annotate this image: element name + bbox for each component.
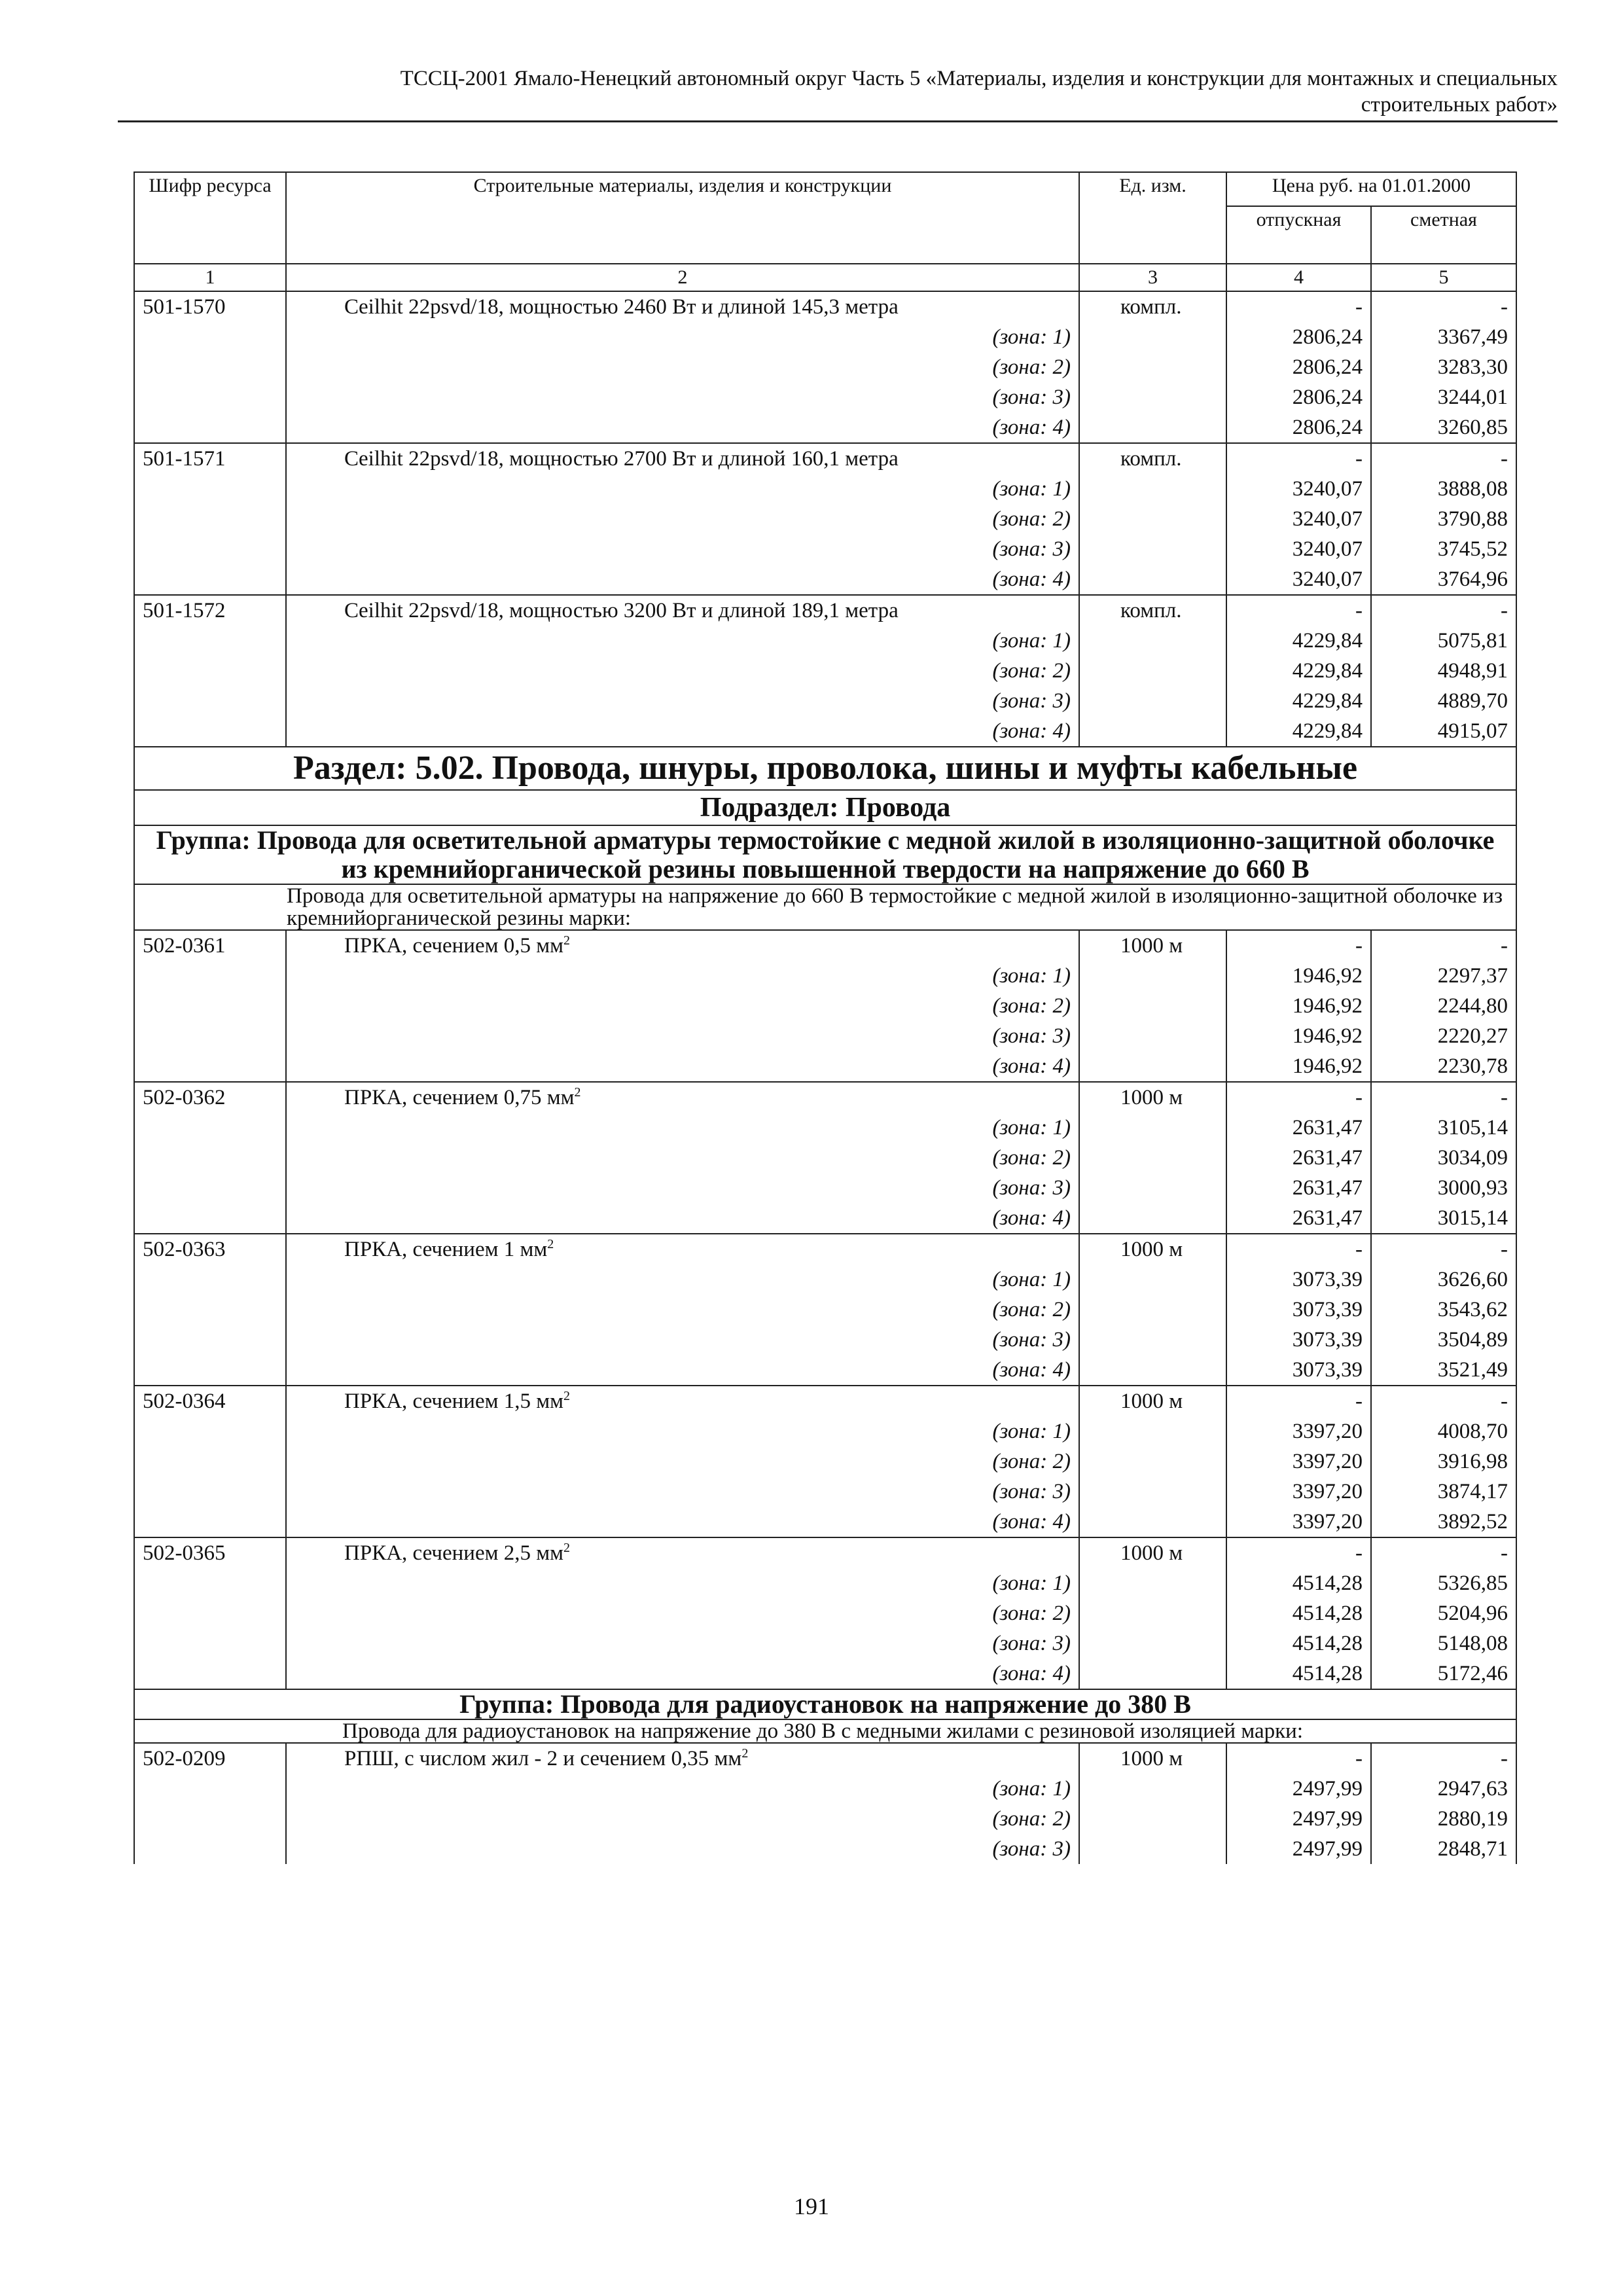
material-name [286, 1743, 1079, 1774]
release-price: 3240,07 [1226, 534, 1371, 564]
header-unit: Ед. изм. [1079, 172, 1226, 264]
column-number: 5 [1371, 264, 1516, 291]
estimate-price: 3874,17 [1371, 1477, 1516, 1507]
price-table [134, 171, 1517, 1864]
release-price: 2631,47 [1226, 1113, 1371, 1143]
zone-row [134, 1834, 1516, 1864]
unit: 1000 м [1079, 1537, 1226, 1689]
zone-row [134, 626, 1516, 656]
zone-label: (зона: 3) [286, 534, 1079, 564]
zone-label: (зона: 4) [286, 412, 1079, 443]
zone-label: (зона: 2) [286, 504, 1079, 534]
material-name-text: РПШ, с числом жил - 2 и сечением 0,35 мм [344, 1747, 742, 1770]
zone-row [134, 656, 1516, 686]
zone-row [134, 1113, 1516, 1143]
zone-row [134, 1568, 1516, 1598]
estimate-price-empty: - [1371, 930, 1516, 961]
material-name-text: Ceilhit 22psvd/18, мощностью 2460 Вт и длиной 145,3 метра [344, 295, 899, 319]
group-description: Провода для радиоустановок на напряжение до 380 В с медными жилами с резиновой изоляцией марки: [134, 1719, 1516, 1743]
zone-row [134, 1143, 1516, 1173]
resource-code: 502-0365 [134, 1537, 286, 1689]
zone-row [134, 1774, 1516, 1804]
group-description: Провода для осветительной арматуры на напряжение до 660 В термостойкие с медной жилой в изоляционно-защитной оболочке из кремнийорганической резины марки: [134, 884, 1516, 930]
estimate-price: 4889,70 [1371, 686, 1516, 716]
release-price: 4229,84 [1226, 686, 1371, 716]
zone-label: (зона: 2) [286, 1446, 1079, 1477]
release-price: 2806,24 [1226, 382, 1371, 412]
zone-label: (зона: 3) [286, 686, 1079, 716]
zone-row [134, 1507, 1516, 1537]
zone-label: (зона: 4) [286, 1355, 1079, 1386]
zone-row [134, 352, 1516, 382]
zone-label: (зона: 1) [286, 1113, 1079, 1143]
release-price: 1946,92 [1226, 961, 1371, 991]
zone-label: (зона: 1) [286, 1774, 1079, 1804]
table-row [134, 1082, 1516, 1113]
unit-superscript: 2 [563, 1541, 571, 1555]
group-description-row [134, 884, 1516, 930]
running-header [118, 65, 1558, 118]
release-price-empty: - [1226, 1082, 1371, 1113]
estimate-price: 3000,93 [1371, 1173, 1516, 1203]
material-name [286, 1386, 1079, 1416]
release-price: 2497,99 [1226, 1774, 1371, 1804]
zone-label: (зона: 2) [286, 656, 1079, 686]
zone-row [134, 474, 1516, 504]
header-price-group: Цена руб. на 01.01.2000 [1226, 172, 1516, 206]
release-price-empty: - [1226, 1386, 1371, 1416]
zone-label: (зона: 1) [286, 474, 1079, 504]
unit-superscript: 2 [563, 933, 571, 948]
material-name [286, 1082, 1079, 1113]
release-price-empty: - [1226, 443, 1371, 474]
estimate-price: 4948,91 [1371, 656, 1516, 686]
estimate-price: 3105,14 [1371, 1113, 1516, 1143]
zone-row [134, 1804, 1516, 1834]
release-price: 1946,92 [1226, 1051, 1371, 1082]
table-row [134, 1234, 1516, 1265]
unit: 1000 м [1079, 1386, 1226, 1537]
zone-label: (зона: 2) [286, 1143, 1079, 1173]
estimate-price-empty: - [1371, 1082, 1516, 1113]
release-price: 3240,07 [1226, 474, 1371, 504]
release-price: 4229,84 [1226, 626, 1371, 656]
header-release-price: отпускная [1226, 206, 1371, 264]
zone-row [134, 1598, 1516, 1628]
release-price: 1946,92 [1226, 1021, 1371, 1051]
estimate-price-empty: - [1371, 1743, 1516, 1774]
running-header-line-1: ТССЦ-2001 Ямало-Ненецкий автономный округ Часть 5 «Материалы, изделия и конструкции для монтажных и специальных [400, 67, 1558, 90]
estimate-price: 3244,01 [1371, 382, 1516, 412]
zone-label: (зона: 3) [286, 1173, 1079, 1203]
zone-row [134, 1628, 1516, 1659]
table-row [134, 443, 1516, 474]
zone-row [134, 412, 1516, 443]
material-name [286, 1537, 1079, 1568]
table-row [134, 930, 1516, 961]
section-title: Раздел: 5.02. Провода, шнуры, проволока, шины и муфты кабельные [134, 747, 1516, 790]
unit: 1000 м [1079, 1743, 1226, 1864]
release-price: 2631,47 [1226, 1203, 1371, 1234]
zone-label: (зона: 3) [286, 1834, 1079, 1864]
zone-label: (зона: 2) [286, 991, 1079, 1021]
material-name-text: Ceilhit 22psvd/18, мощностью 3200 Вт и длиной 189,1 метра [344, 599, 899, 622]
material-name [286, 930, 1079, 961]
zone-row [134, 1355, 1516, 1386]
zone-label: (зона: 1) [286, 1416, 1079, 1446]
group-description-row [134, 1719, 1516, 1743]
zone-label: (зона: 3) [286, 1325, 1079, 1355]
estimate-price-empty: - [1371, 443, 1516, 474]
estimate-price: 2244,80 [1371, 991, 1516, 1021]
subsection-title-row [134, 790, 1516, 825]
estimate-price: 3504,89 [1371, 1325, 1516, 1355]
zone-label: (зона: 4) [286, 564, 1079, 595]
estimate-price: 3015,14 [1371, 1203, 1516, 1234]
estimate-price: 2220,27 [1371, 1021, 1516, 1051]
release-price: 3240,07 [1226, 564, 1371, 595]
release-price: 2631,47 [1226, 1173, 1371, 1203]
estimate-price: 3283,30 [1371, 352, 1516, 382]
zone-label: (зона: 4) [286, 1051, 1079, 1082]
release-price-empty: - [1226, 1743, 1371, 1774]
release-price: 2806,24 [1226, 352, 1371, 382]
unit-superscript: 2 [547, 1237, 554, 1251]
resource-code: 502-0361 [134, 930, 286, 1082]
estimate-price-empty: - [1371, 1386, 1516, 1416]
table-header-row [134, 172, 1516, 206]
release-price: 2497,99 [1226, 1804, 1371, 1834]
estimate-price-empty: - [1371, 1234, 1516, 1265]
zone-label: (зона: 1) [286, 626, 1079, 656]
release-price: 4229,84 [1226, 656, 1371, 686]
release-price: 3397,20 [1226, 1416, 1371, 1446]
header-materials: Строительные материалы, изделия и конструкции [286, 172, 1079, 264]
zone-label: (зона: 3) [286, 1628, 1079, 1659]
header-divider [118, 120, 1558, 122]
zone-label: (зона: 2) [286, 1598, 1079, 1628]
zone-row [134, 961, 1516, 991]
release-price-empty: - [1226, 1234, 1371, 1265]
zone-row [134, 1051, 1516, 1082]
group-title: Группа: Провода для осветительной арматуры термостойкие с медной жилой в изоляционно-защитной оболочке из кремнийорганической резины повышенной твердости на напряжение до 660 В [134, 825, 1516, 884]
estimate-price: 3626,60 [1371, 1265, 1516, 1295]
zone-row [134, 1325, 1516, 1355]
release-price: 3073,39 [1226, 1265, 1371, 1295]
estimate-price: 3521,49 [1371, 1355, 1516, 1386]
unit: 1000 м [1079, 1234, 1226, 1386]
release-price-empty: - [1226, 930, 1371, 961]
zone-label: (зона: 1) [286, 1265, 1079, 1295]
estimate-price: 4008,70 [1371, 1416, 1516, 1446]
unit-superscript: 2 [563, 1389, 571, 1403]
zone-label: (зона: 3) [286, 382, 1079, 412]
column-numbers-row [134, 264, 1516, 291]
material-name-text: ПРКА, сечением 0,5 мм [344, 934, 564, 958]
table-row [134, 1537, 1516, 1568]
header-code: Шифр ресурса [134, 172, 286, 264]
estimate-price: 2848,71 [1371, 1834, 1516, 1864]
estimate-price: 3764,96 [1371, 564, 1516, 595]
release-price: 4229,84 [1226, 716, 1371, 747]
release-price: 3240,07 [1226, 504, 1371, 534]
zone-row [134, 716, 1516, 747]
release-price: 3397,20 [1226, 1507, 1371, 1537]
material-name [286, 291, 1079, 322]
estimate-price-empty: - [1371, 1537, 1516, 1568]
column-number: 3 [1079, 264, 1226, 291]
release-price: 4514,28 [1226, 1598, 1371, 1628]
zone-row [134, 1021, 1516, 1051]
unit-superscript: 2 [741, 1746, 749, 1761]
zone-row [134, 382, 1516, 412]
release-price: 1946,92 [1226, 991, 1371, 1021]
table-row [134, 1743, 1516, 1774]
estimate-price: 3543,62 [1371, 1295, 1516, 1325]
header-estimate-price: сметная [1371, 206, 1516, 264]
estimate-price: 2947,63 [1371, 1774, 1516, 1804]
estimate-price: 3034,09 [1371, 1143, 1516, 1173]
zone-row [134, 534, 1516, 564]
estimate-price: 5075,81 [1371, 626, 1516, 656]
estimate-price: 3790,88 [1371, 504, 1516, 534]
unit-superscript: 2 [574, 1085, 581, 1100]
subsection-title: Подраздел: Провода [134, 790, 1516, 825]
zone-label: (зона: 4) [286, 1203, 1079, 1234]
release-price: 2497,99 [1226, 1834, 1371, 1864]
estimate-price: 3260,85 [1371, 412, 1516, 443]
material-name-text: Ceilhit 22psvd/18, мощностью 2700 Вт и длиной 160,1 метра [344, 447, 899, 471]
estimate-price: 5204,96 [1371, 1598, 1516, 1628]
table-row [134, 291, 1516, 322]
material-name-text: ПРКА, сечением 0,75 мм [344, 1086, 575, 1109]
release-price: 2806,24 [1226, 322, 1371, 352]
release-price: 4514,28 [1226, 1659, 1371, 1689]
estimate-price: 3745,52 [1371, 534, 1516, 564]
table-row [134, 1386, 1516, 1416]
zone-row [134, 564, 1516, 595]
zone-label: (зона: 2) [286, 352, 1079, 382]
unit: компл. [1079, 291, 1226, 443]
material-name [286, 1234, 1079, 1265]
table-row [134, 595, 1516, 626]
zone-row [134, 1477, 1516, 1507]
estimate-price: 2880,19 [1371, 1804, 1516, 1834]
release-price: 3073,39 [1226, 1325, 1371, 1355]
unit: 1000 м [1079, 930, 1226, 1082]
estimate-price: 2297,37 [1371, 961, 1516, 991]
section-title-row [134, 747, 1516, 790]
resource-code: 502-0209 [134, 1743, 286, 1864]
zone-row [134, 1265, 1516, 1295]
release-price: 2631,47 [1226, 1143, 1371, 1173]
zone-label: (зона: 2) [286, 1295, 1079, 1325]
material-name-text: ПРКА, сечением 1,5 мм [344, 1390, 564, 1413]
zone-label: (зона: 1) [286, 961, 1079, 991]
estimate-price: 4915,07 [1371, 716, 1516, 747]
release-price: 4514,28 [1226, 1628, 1371, 1659]
zone-row [134, 1295, 1516, 1325]
zone-row [134, 991, 1516, 1021]
zone-label: (зона: 3) [286, 1021, 1079, 1051]
resource-code: 502-0363 [134, 1234, 286, 1386]
release-price: 3397,20 [1226, 1446, 1371, 1477]
zone-row [134, 1416, 1516, 1446]
estimate-price: 3892,52 [1371, 1507, 1516, 1537]
zone-label: (зона: 1) [286, 1568, 1079, 1598]
release-price-empty: - [1226, 291, 1371, 322]
resource-code: 501-1570 [134, 291, 286, 443]
estimate-price: 2230,78 [1371, 1051, 1516, 1082]
unit: компл. [1079, 443, 1226, 595]
group-title: Группа: Провода для радиоустановок на напряжение до 380 В [134, 1689, 1516, 1719]
release-price-empty: - [1226, 595, 1371, 626]
estimate-price: 3367,49 [1371, 322, 1516, 352]
zone-row [134, 1203, 1516, 1234]
zone-label: (зона: 4) [286, 716, 1079, 747]
estimate-price: 5148,08 [1371, 1628, 1516, 1659]
resource-code: 502-0364 [134, 1386, 286, 1537]
running-header-line-2: строительных работ» [1361, 93, 1558, 117]
zone-row [134, 322, 1516, 352]
estimate-price: 3888,08 [1371, 474, 1516, 504]
material-name-text: ПРКА, сечением 2,5 мм [344, 1541, 564, 1565]
release-price: 3073,39 [1226, 1295, 1371, 1325]
column-number: 1 [134, 264, 286, 291]
material-name [286, 595, 1079, 626]
zone-label: (зона: 4) [286, 1507, 1079, 1537]
column-number: 2 [286, 264, 1079, 291]
estimate-price: 5172,46 [1371, 1659, 1516, 1689]
estimate-price: 5326,85 [1371, 1568, 1516, 1598]
resource-code: 501-1572 [134, 595, 286, 747]
group-title-row [134, 825, 1516, 884]
resource-code: 502-0362 [134, 1082, 286, 1234]
estimate-price-empty: - [1371, 291, 1516, 322]
zone-label: (зона: 3) [286, 1477, 1079, 1507]
release-price: 2806,24 [1226, 412, 1371, 443]
release-price-empty: - [1226, 1537, 1371, 1568]
zone-label: (зона: 4) [286, 1659, 1079, 1689]
column-number: 4 [1226, 264, 1371, 291]
zone-row [134, 504, 1516, 534]
release-price: 3397,20 [1226, 1477, 1371, 1507]
unit: 1000 м [1079, 1082, 1226, 1234]
release-price: 3073,39 [1226, 1355, 1371, 1386]
zone-row [134, 1446, 1516, 1477]
unit: компл. [1079, 595, 1226, 747]
resource-code: 501-1571 [134, 443, 286, 595]
estimate-price: 3916,98 [1371, 1446, 1516, 1477]
estimate-price-empty: - [1371, 595, 1516, 626]
zone-label: (зона: 2) [286, 1804, 1079, 1834]
zone-row [134, 1173, 1516, 1203]
material-name-text: ПРКА, сечением 1 мм [344, 1238, 548, 1261]
material-name [286, 443, 1079, 474]
page-number: 191 [794, 2193, 829, 2219]
release-price: 4514,28 [1226, 1568, 1371, 1598]
zone-label: (зона: 1) [286, 322, 1079, 352]
group-title-row [134, 1689, 1516, 1719]
zone-row [134, 686, 1516, 716]
zone-row [134, 1659, 1516, 1689]
